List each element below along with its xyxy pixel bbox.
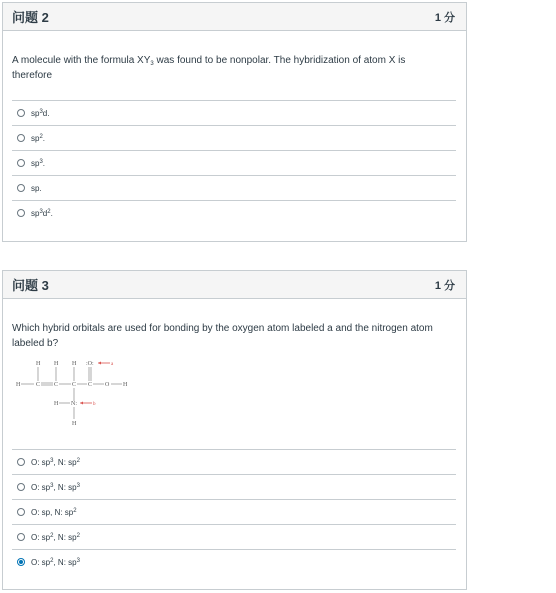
radio-button[interactable]	[17, 483, 25, 491]
atom-h: H	[72, 361, 77, 367]
answer-option-5[interactable]	[12, 200, 456, 225]
answer-label: $sp^3d$.	[31, 108, 50, 118]
question-header	[3, 271, 466, 299]
answer-option-5[interactable]	[12, 549, 456, 574]
question-text-part: was found to be nonpolar. The hybridization of atom X is therefore	[12, 55, 406, 81]
atom-o-carbonyl: :O:	[86, 361, 94, 367]
question-text-subscript: 3	[150, 61, 154, 67]
answer-label: O: $sp^3$, N: $sp^2$	[31, 457, 80, 467]
answer-label: $sp^3d^2$.	[31, 208, 53, 218]
atom-h: H	[123, 382, 128, 388]
question-text-part: A molecule with the formula XY	[12, 55, 151, 66]
answer-list	[3, 449, 466, 574]
atom-h: H	[36, 361, 41, 367]
atom-o-hydroxyl: O	[105, 382, 110, 388]
answer-option-1[interactable]	[12, 449, 456, 474]
arrow-b-head	[80, 402, 83, 405]
radio-button[interactable]	[17, 109, 25, 117]
question-title: 问题 3	[12, 278, 49, 293]
answer-label: O: sp, N: $sp^2$	[31, 507, 77, 517]
answer-option-4[interactable]	[12, 524, 456, 549]
answer-option-2[interactable]	[12, 125, 456, 150]
atom-c: C	[72, 382, 77, 388]
label-b: b	[93, 402, 96, 407]
arrow-a-head	[98, 362, 101, 365]
question-title: 问题 2	[12, 10, 49, 25]
answer-option-2[interactable]	[12, 474, 456, 499]
answer-option-1[interactable]	[12, 100, 456, 125]
atom-c: C	[88, 382, 93, 388]
answer-label: $sp^2$.	[31, 133, 46, 143]
question-header	[3, 3, 466, 31]
question-points: 1 分	[434, 11, 455, 24]
radio-button[interactable]	[17, 458, 25, 466]
question-text	[3, 53, 466, 83]
answer-label: O: $sp^2$, N: $sp^3$	[31, 557, 80, 567]
atom-n: N:	[71, 401, 77, 407]
radio-button[interactable]	[17, 184, 25, 192]
label-a: a	[111, 362, 114, 367]
radio-button[interactable]	[17, 134, 25, 142]
radio-button-selected[interactable]	[17, 558, 25, 566]
atom-c: C	[36, 382, 41, 388]
atom-c: C	[54, 382, 59, 388]
radio-button[interactable]	[17, 533, 25, 541]
answer-label: O: $sp^2$, N: $sp^2$	[31, 532, 80, 542]
question-text: Which hybrid orbitals are used for bonding by the oxygen atom labeled a and the nitrogen atom labeled b?	[12, 323, 433, 349]
answer-list	[3, 100, 466, 225]
answer-option-3[interactable]	[12, 150, 456, 175]
atom-h: H	[54, 361, 59, 367]
answer-label: O: $sp^3$, N: $sp^3$	[31, 482, 80, 492]
atom-h: H	[72, 421, 77, 427]
atom-h: H	[54, 401, 59, 407]
atom-h: H	[16, 382, 21, 388]
radio-button[interactable]	[17, 209, 25, 217]
radio-button[interactable]	[17, 508, 25, 516]
question-points: 1 分	[434, 279, 455, 292]
answer-label: $sp^3$.	[31, 158, 46, 168]
answer-option-4[interactable]	[12, 175, 456, 200]
radio-button[interactable]	[17, 159, 25, 167]
answer-option-3[interactable]	[12, 499, 456, 524]
question-card-2	[2, 2, 467, 242]
question-card-3	[2, 270, 467, 590]
lewis-structure-diagram	[12, 359, 172, 439]
answer-label: sp.	[31, 183, 42, 193]
